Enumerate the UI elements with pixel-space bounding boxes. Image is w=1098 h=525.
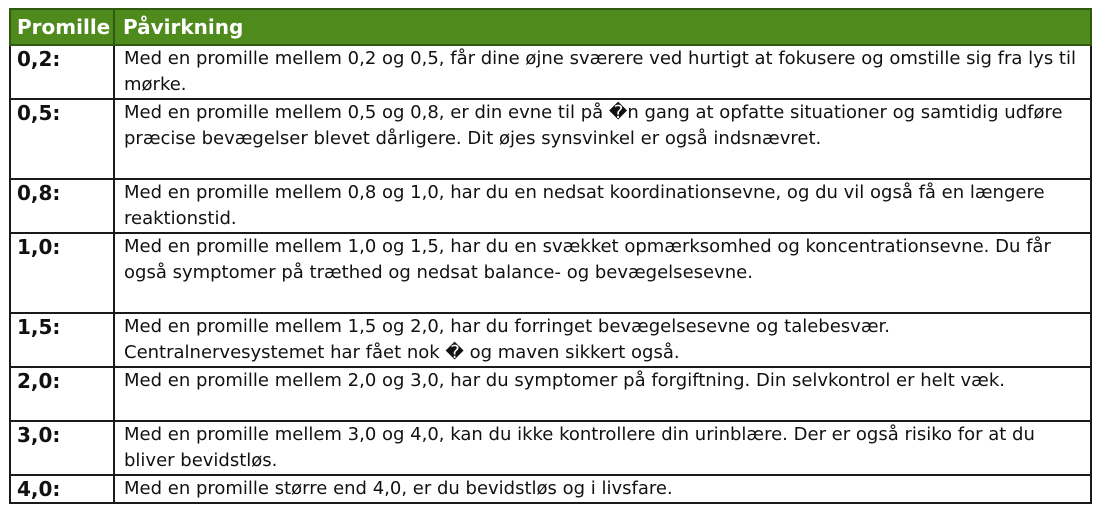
table-row [10,179,1091,233]
header-promille: Promille [10,9,114,45]
table-row [10,313,1091,367]
promille-cell: 2,0: [10,367,114,421]
effect-cell: Med en promille mellem 0,2 og 0,5, får dine øjne sværere ved hurtigt at fokusere og omstille sig fra lys til mørke. [114,45,1091,99]
promille-cell: 0,2: [10,45,114,99]
table-row [10,45,1091,99]
promille-cell: 4,0: [10,475,114,503]
promille-table [9,8,1092,504]
table-row [10,233,1091,313]
promille-cell: 0,5: [10,99,114,179]
effect-cell: Med en promille mellem 3,0 og 4,0, kan du ikke kontrollere din urinblære. Der er også risiko for at du bliver bevidstløs. [114,421,1091,475]
effect-cell: Med en promille mellem 0,8 og 1,0, har du en nedsat koordinationsevne, og du vil også få en længere reaktionstid. [114,179,1091,233]
promille-table-container [9,8,1090,504]
effect-cell: Med en promille større end 4,0, er du bevidstløs og i livsfare. [114,475,1091,503]
table-row [10,99,1091,179]
header-effect: Påvirkning [114,9,1091,45]
effect-cell: Med en promille mellem 1,0 og 1,5, har du en svækket opmærksomhed og koncentrationsevne. Du får også symptomer på træthed og nedsat balance- og bevægelsesevne. [114,233,1091,313]
promille-cell: 3,0: [10,421,114,475]
table-row [10,367,1091,421]
effect-cell: Med en promille mellem 0,5 og 0,8, er din evne til på �n gang at opfatte situationer og samtidig udføre præcise bevægelser blevet dårligere. Dit øjes synsvinkel er også indsnævret. [114,99,1091,179]
promille-cell: 0,8: [10,179,114,233]
table-row [10,475,1091,503]
promille-cell: 1,5: [10,313,114,367]
table-header-row [10,9,1091,45]
effect-cell: Med en promille mellem 1,5 og 2,0, har du forringet bevægelsesevne og talebesvær. Centralnervesystemet har fået nok � og maven sikkert også. [114,313,1091,367]
effect-cell: Med en promille mellem 2,0 og 3,0, har du symptomer på forgiftning. Din selvkontrol er helt væk. [114,367,1091,421]
promille-cell: 1,0: [10,233,114,313]
table-row [10,421,1091,475]
